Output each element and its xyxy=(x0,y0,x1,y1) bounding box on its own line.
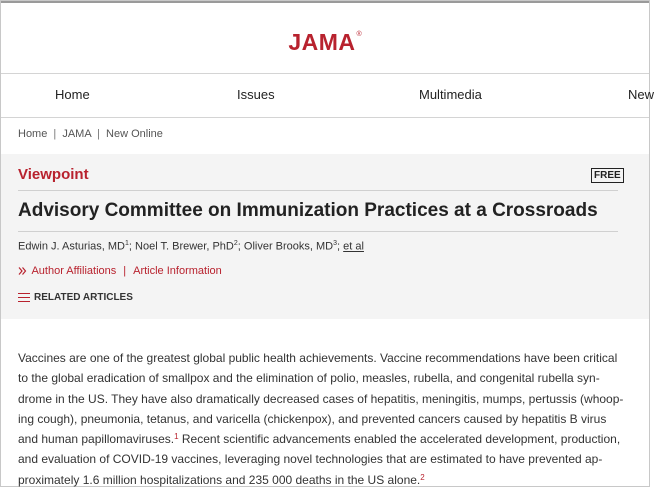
reference-link[interactable]: 2 xyxy=(420,472,425,482)
breadcrumb xyxy=(18,128,163,140)
related-articles-toggle[interactable] xyxy=(18,292,133,303)
body-line: drome in the US. They have also dramatically decreased cases of hepatitis, meningitis, mumps, pertussis (whoop- xyxy=(18,391,624,406)
breadcrumb-separator: | xyxy=(53,128,57,140)
logo-registered-mark: ® xyxy=(356,31,362,38)
body-line xyxy=(18,470,628,490)
divider xyxy=(18,231,618,232)
nav-item-home[interactable]: Home xyxy=(55,87,90,102)
body-text-segment: Recent scientific advancements enabled the accelerated development, production, xyxy=(178,432,621,447)
site-logo[interactable] xyxy=(1,29,649,56)
top-border xyxy=(1,1,649,3)
et-al-link[interactable]: et al xyxy=(343,240,364,253)
author-name[interactable]: Oliver Brooks, MD xyxy=(243,240,334,253)
article-information-link[interactable]: Article Information xyxy=(133,265,222,277)
article-title: Advisory Committee on Immunization Practices at a Crossroads xyxy=(18,200,598,221)
article-links xyxy=(18,265,222,277)
body-text-segment: and human papillomaviruses. xyxy=(18,432,175,447)
nav-item-multimedia[interactable]: Multimedia xyxy=(419,87,482,102)
main-nav xyxy=(1,73,654,118)
body-line: and evaluation of COVID-19 vaccines, leveraging novel technologies that are estimated to have prevented ap- xyxy=(18,452,603,467)
article-header xyxy=(1,154,649,319)
author-name[interactable]: Edwin J. Asturias, MD xyxy=(18,240,125,253)
breadcrumb-jama[interactable]: JAMA xyxy=(62,128,92,140)
breadcrumb-separator: | xyxy=(97,128,100,140)
breadcrumb-new-online[interactable]: New Online xyxy=(106,128,163,140)
chevron-right-icon xyxy=(18,265,31,277)
body-line xyxy=(18,429,628,449)
free-badge: FREE xyxy=(591,168,624,183)
section-label: Viewpoint xyxy=(18,166,89,183)
nav-item-new[interactable]: New xyxy=(628,87,654,102)
body-line: to the global eradication of smallpox and the elimination of polio, measles, rubella, and congenital rubella syn- xyxy=(18,371,600,386)
nav-item-issues[interactable]: Issues xyxy=(237,87,275,102)
reference-link[interactable]: 1 xyxy=(174,432,179,442)
body-text-segment: proximately 1.6 million hospitalizations and 235 000 deaths in the US alone. xyxy=(18,472,421,487)
author-ref: 1 xyxy=(124,240,129,247)
divider xyxy=(18,190,618,191)
menu-icon xyxy=(18,293,30,302)
author-list: Edwin J. Asturias, $MD^1$; Noel T. Brewer, PhD$^2$; Oliver Brooks, $MD^3$; et al xyxy=(18,240,364,253)
author-ref: 3 xyxy=(333,240,338,247)
logo-text: JAMA xyxy=(288,29,356,55)
article-body xyxy=(18,348,628,490)
related-articles-label: RELATED ARTICLES xyxy=(34,292,133,303)
author-affiliations-link[interactable]: Author Affiliations xyxy=(31,265,117,277)
links-separator: | xyxy=(123,265,127,277)
breadcrumb-home[interactable]: Home xyxy=(18,128,48,140)
body-line: ing cough), pneumonia, tetanus, and varicella (chickenpox), and prevented cancers caused by hepatitis B virus xyxy=(18,411,607,426)
body-paragraph xyxy=(18,348,628,490)
author-ref: 2 xyxy=(233,240,238,247)
body-line: Vaccines are one of the greatest global public health achievements. Vaccine recommendations have been critical xyxy=(18,351,618,365)
author-name[interactable]: Noel T. Brewer, PhD xyxy=(135,240,234,253)
